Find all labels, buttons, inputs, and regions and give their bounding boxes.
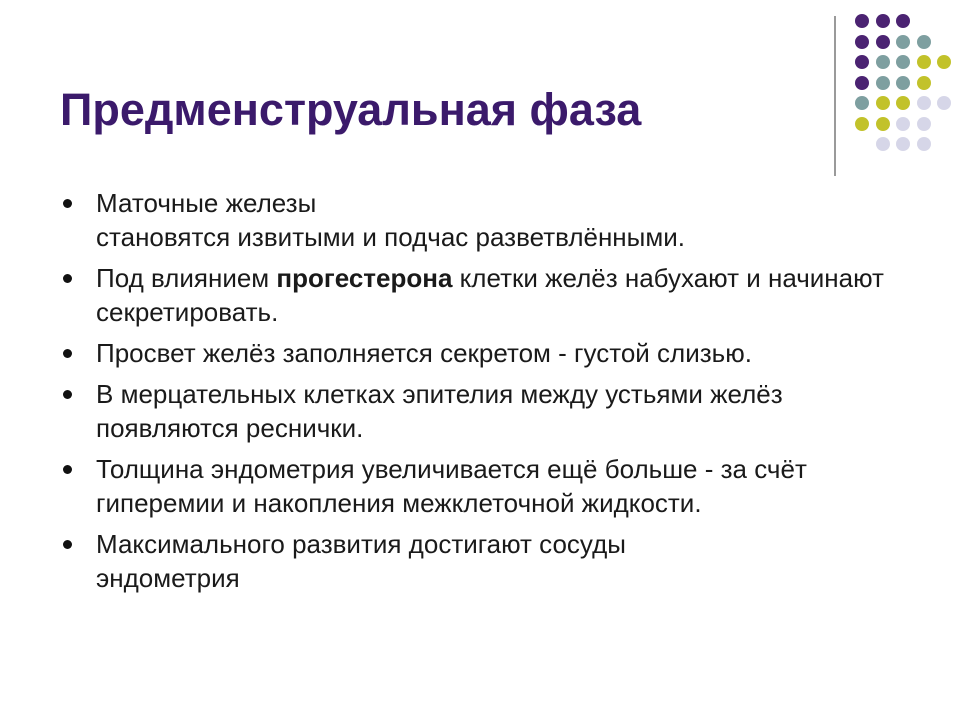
decorative-dot [896, 76, 910, 90]
decorative-dot [855, 96, 869, 110]
decorative-dot [896, 137, 910, 151]
decorative-dot [917, 55, 931, 69]
bullet-text-post: клетки желёз набухают и начинают секретировать. [96, 263, 884, 327]
decorative-dot [876, 117, 890, 131]
decorative-dot [937, 55, 951, 69]
decorative-dot [917, 137, 931, 151]
decorative-dot [855, 117, 869, 131]
bullet-dot-icon [63, 540, 72, 549]
decorative-dot [876, 76, 890, 90]
bullet-text-line2: становятся извитыми и подчас разветвлёнными. [96, 222, 685, 252]
decorative-dot [855, 35, 869, 49]
bullet-list [60, 186, 920, 602]
decorative-dot [917, 76, 931, 90]
bullet-text: Просвет желёз заполняется секретом - густой слизью. [96, 338, 752, 368]
decorative-dot [917, 117, 931, 131]
bullet-dot-icon [63, 390, 72, 399]
bullet-item [60, 186, 920, 254]
slide-title: Предменструальная фаза [60, 84, 642, 135]
bullet-text: Максимального развития достигают сосуды эндометрия [96, 529, 626, 593]
bullet-text-pre: Под влиянием [96, 263, 277, 293]
decorative-dot [876, 137, 890, 151]
bullet-text-line1: Маточные железы [96, 188, 317, 218]
bullet-dot-icon [63, 349, 72, 358]
decorative-dot [937, 96, 951, 110]
vertical-divider [834, 16, 836, 176]
decorative-dot [896, 35, 910, 49]
decorative-dot [876, 96, 890, 110]
bullet-text: В мерцательных клетках эпителия между устьями желёз появляются реснички. [96, 379, 783, 443]
bullet-item [60, 261, 920, 329]
decorative-dot [917, 96, 931, 110]
bullet-dot-icon [63, 465, 72, 474]
decorative-dot [896, 96, 910, 110]
decorative-dot [917, 35, 931, 49]
bullet-dot-icon [63, 274, 72, 283]
bullet-item [60, 377, 920, 445]
decorative-dot [876, 14, 890, 28]
decorative-dot [855, 76, 869, 90]
decorative-dot [896, 117, 910, 131]
bullet-item [60, 527, 920, 595]
decorative-dot [896, 14, 910, 28]
bullet-item [60, 452, 920, 520]
decorative-dot [855, 14, 869, 28]
decorative-dot [896, 55, 910, 69]
decorative-dot [876, 35, 890, 49]
bullet-dot-icon [63, 199, 72, 208]
bullet-text: Толщина эндометрия увеличивается ещё больше - за счёт гиперемии и накопления межклеточной жидкости. [96, 454, 807, 518]
bullet-text-bold: прогестерона [276, 263, 453, 293]
decorative-dot [876, 55, 890, 69]
decorative-dot [855, 55, 869, 69]
bullet-item [60, 336, 920, 370]
